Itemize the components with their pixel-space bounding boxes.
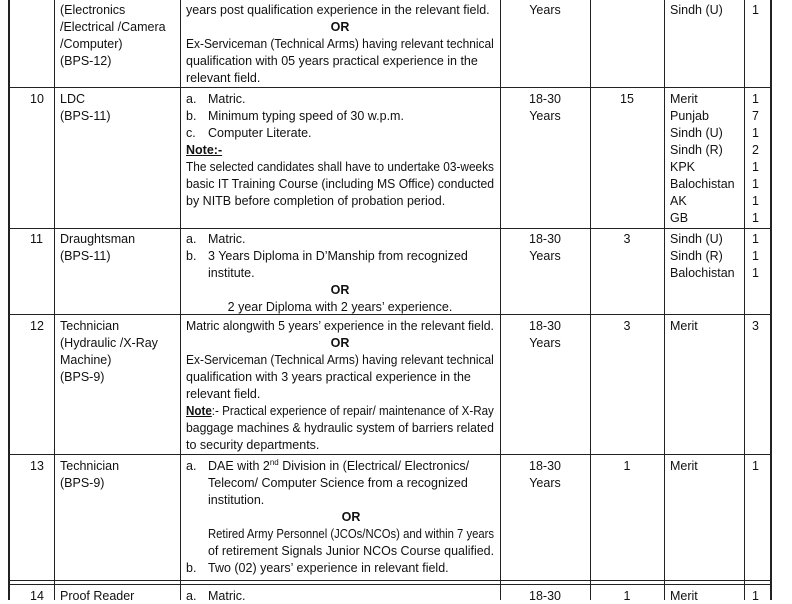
age-limit: Years (529, 476, 561, 490)
note-line: baggage machines & hydraulic system of barriers related (186, 421, 494, 435)
ordinal-suffix: nd (269, 457, 279, 467)
qualification-line: Ex-Serviceman (Technical Arms) having relevant technical (186, 37, 494, 51)
domicile-label: KPK (670, 160, 696, 174)
qualification-line: Matric alongwith 5 years’ experience in the relevant field. (186, 319, 494, 333)
qualification-item (186, 458, 469, 474)
age-limit: Years (529, 3, 561, 17)
age-limit: Years (529, 109, 561, 123)
post-name-line: (BPS-9) (60, 370, 105, 384)
or-separator: OR (330, 336, 350, 350)
qualification-line: relevant field. (186, 71, 261, 85)
column-divider (744, 0, 745, 600)
column-divider (180, 0, 181, 600)
post-name-line: (BPS-11) (60, 249, 111, 263)
domicile-count: 1 (752, 589, 759, 603)
note-text: :- Practical experience of repair/ maintenance of X-Ray (211, 404, 494, 418)
post-name-line: (Electronics (60, 3, 126, 17)
number-of-posts: 15 (620, 92, 634, 106)
post-name-line: (Hydraulic /X-Ray (60, 336, 158, 350)
column-divider (500, 0, 501, 600)
item-label: b. (186, 561, 197, 575)
domicile-label: Sindh (U) (670, 232, 723, 246)
note-line: The selected candidates shall have to undertake 03-weeks (186, 160, 494, 174)
domicile-label: Balochistan (670, 177, 735, 191)
item-text: Computer Literate. (208, 126, 312, 140)
domicile-count: 1 (752, 92, 759, 106)
item-label: a. (186, 459, 197, 473)
domicile-count: 1 (752, 266, 759, 280)
age-limit: 18-30 (529, 589, 561, 603)
number-of-posts: 1 (623, 589, 631, 603)
domicile-label: AK (670, 194, 687, 208)
item-text: Two (02) years’ experience in relevant field. (208, 561, 449, 575)
row-divider (8, 228, 771, 229)
age-limit: 18-30 (529, 319, 561, 333)
post-name-line: (BPS-9) (60, 476, 105, 490)
post-name-line: (BPS-12) (60, 54, 112, 68)
or-separator: OR (330, 20, 350, 34)
item-label: a. (186, 232, 197, 246)
item-text: 3 Years Diploma in D’Manship from recognized (208, 249, 468, 263)
qualification-line: institute. (208, 266, 255, 280)
item-label: b. (186, 109, 197, 123)
domicile-label: Sindh (U) (670, 3, 723, 17)
column-divider (54, 0, 55, 600)
qualification-line: relevant field. (186, 387, 261, 401)
number-of-posts: 1 (623, 459, 631, 473)
qualification-item (186, 108, 404, 124)
domicile-count: 3 (752, 319, 759, 333)
row-divider (8, 87, 771, 88)
qualification-item (186, 231, 246, 247)
serial-number: 10 (30, 92, 44, 106)
domicile-count: 1 (752, 126, 759, 140)
age-limit: 18-30 (529, 232, 561, 246)
qualification-item (186, 125, 312, 141)
note-label: Note (186, 404, 212, 418)
age-limit: 18-30 (529, 459, 561, 473)
domicile-count: 1 (752, 459, 759, 473)
column-divider (664, 0, 665, 600)
item-label: a. (186, 92, 197, 106)
row-divider (8, 454, 771, 455)
domicile-count: 1 (752, 232, 759, 246)
post-name-line: Machine) (60, 353, 112, 367)
qualification-line: 2 year Diploma with 2 years’ experience. (227, 300, 453, 314)
note-line: basic IT Training Course (including MS Office) conducted (186, 177, 495, 191)
item-text: Matric. (208, 589, 246, 603)
or-separator: OR (330, 283, 350, 297)
qualification-line: of retirement Signals Junior NCOs Course qualified. (208, 544, 495, 558)
qualification-line: qualification with 05 years practical experience in the (186, 54, 478, 68)
domicile-count: 7 (752, 109, 759, 123)
post-name-line: LDC (60, 92, 86, 106)
or-separator: OR (341, 510, 361, 524)
qualification-line: Telecom/ Computer Science from a recognized (208, 476, 468, 490)
domicile-label: Merit (670, 459, 698, 473)
qualification-line: institution. (208, 493, 265, 507)
age-limit: 18-30 (529, 92, 561, 106)
domicile-label: Merit (670, 319, 698, 333)
qualification-line: years post qualification experience in the relevant field. (186, 3, 490, 17)
domicile-count: 1 (752, 160, 759, 174)
qualification-item (186, 560, 449, 576)
number-of-posts: 3 (623, 232, 631, 246)
serial-number: 12 (30, 319, 44, 333)
table-border-right (770, 0, 772, 600)
domicile-count: 1 (752, 211, 759, 225)
note-line: by NITB before completion of probation period. (186, 194, 446, 208)
item-text: Division in (Electrical/ Electronics/ (278, 459, 470, 473)
item-label: c. (186, 126, 196, 140)
note-line (186, 403, 494, 419)
domicile-label: Merit (670, 589, 698, 603)
post-name-line: /Computer) (60, 37, 123, 51)
qualification-line: Retired Army Personnel (JCOs/NCOs) and within 7 years (208, 527, 495, 541)
item-label: a. (186, 589, 197, 603)
domicile-label: Merit (670, 92, 698, 106)
domicile-label: GB (670, 211, 689, 225)
age-limit: Years (529, 249, 561, 263)
post-name-line: Proof Reader (60, 589, 135, 603)
domicile-count: 1 (752, 194, 759, 208)
serial-number: 14 (30, 589, 44, 603)
qualification-line: Ex-Serviceman (Technical Arms) having relevant technical (186, 353, 494, 367)
number-of-posts: 3 (623, 319, 631, 333)
item-text: Matric. (208, 92, 246, 106)
domicile-count: 1 (752, 3, 759, 17)
row-divider (8, 584, 771, 585)
row-divider (8, 580, 771, 581)
post-name-line: /Electrical /Camera (60, 20, 166, 34)
item-text: Minimum typing speed of 30 w.p.m. (208, 109, 404, 123)
column-divider (590, 0, 591, 600)
serial-number: 11 (30, 232, 43, 246)
domicile-label: Punjab (670, 109, 709, 123)
domicile-label: Balochistan (670, 266, 735, 280)
post-name-line: Technician (60, 459, 120, 473)
post-name-line: (BPS-11) (60, 109, 111, 123)
post-name-line: Technician (60, 319, 120, 333)
table-border-left (8, 0, 10, 600)
serial-number: 13 (30, 459, 44, 473)
age-limit: Years (529, 336, 561, 350)
domicile-label: Sindh (R) (670, 249, 723, 263)
qualification-item (186, 248, 468, 264)
post-name-line: Draughtsman (60, 232, 136, 246)
qualification-item (186, 588, 246, 604)
domicile-label: Sindh (U) (670, 126, 723, 140)
item-text: DAE with 2 (208, 459, 270, 473)
domicile-count: 2 (752, 143, 759, 157)
domicile-count: 1 (752, 249, 759, 263)
domicile-label: Sindh (R) (670, 143, 723, 157)
qualification-line: qualification with 3 years practical experience in the (186, 370, 471, 384)
domicile-count: 1 (752, 177, 759, 191)
note-line: to security departments. (186, 438, 320, 452)
item-label: b. (186, 249, 197, 263)
item-text: Matric. (208, 232, 246, 246)
qualification-item (186, 91, 246, 107)
note-label: Note:- (186, 143, 223, 157)
